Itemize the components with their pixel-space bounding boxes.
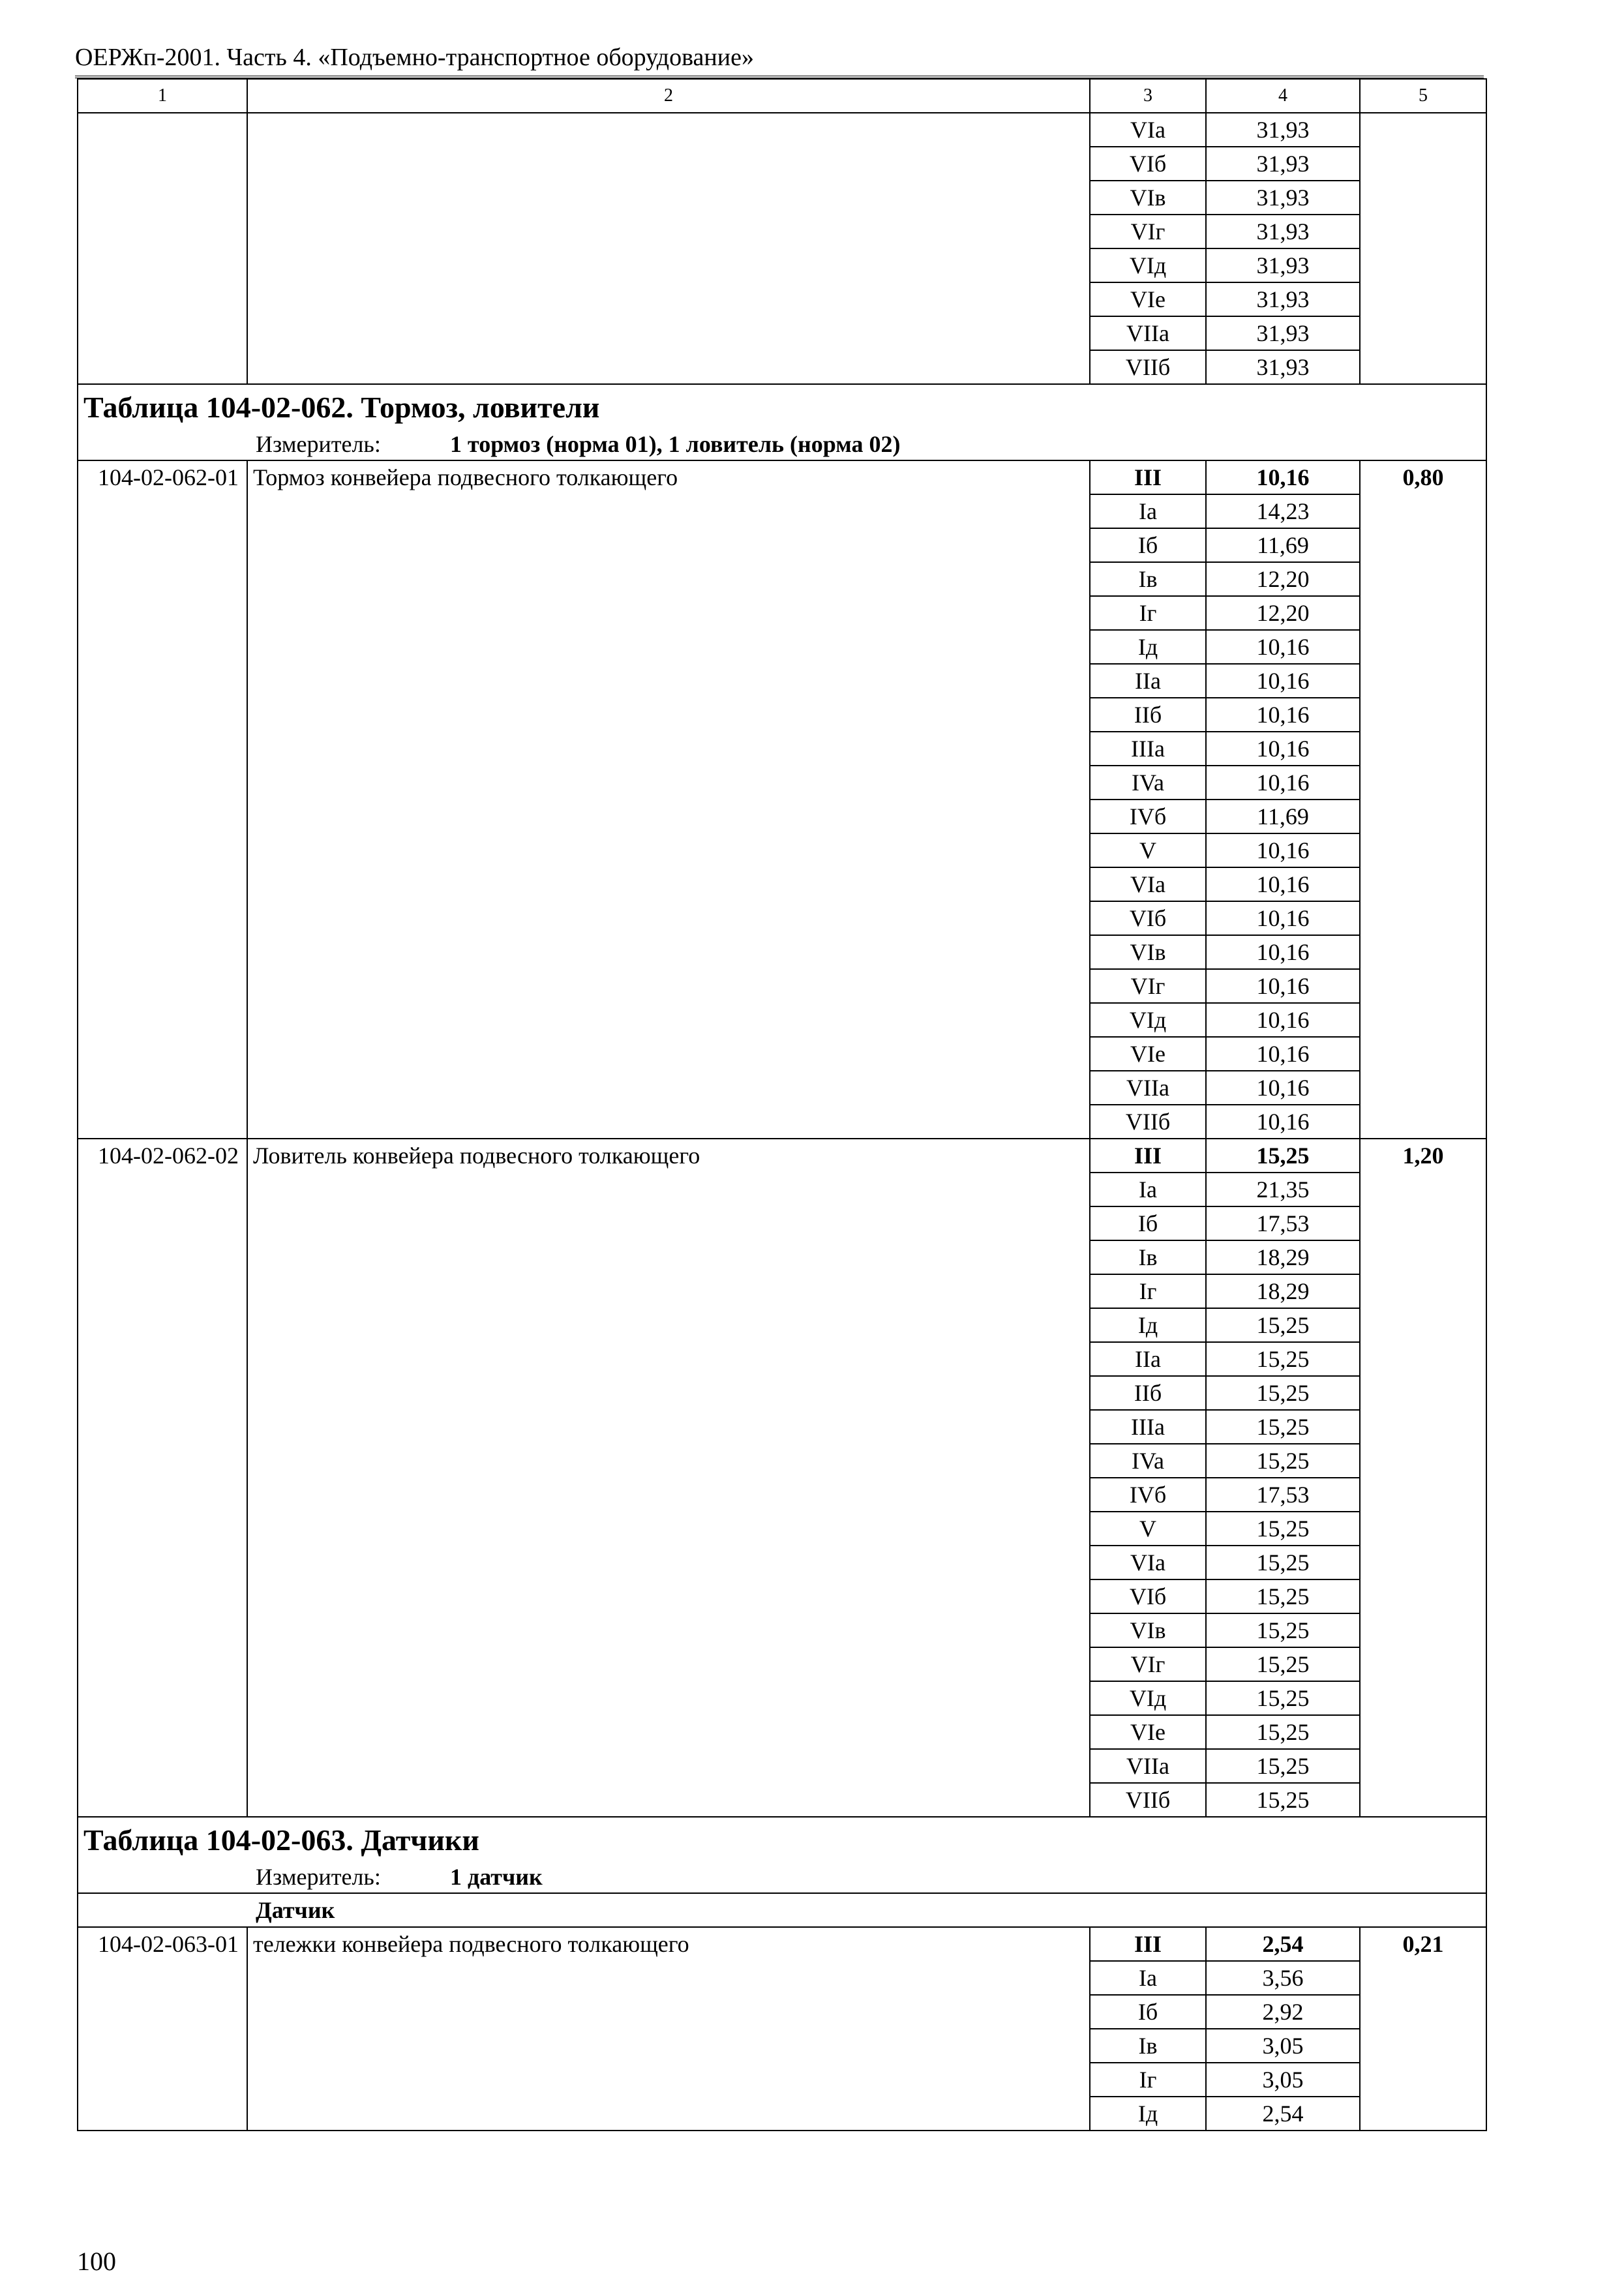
zone-cell: V xyxy=(1090,1512,1206,1546)
zone-cell: VIв xyxy=(1090,935,1206,969)
zone-cell: III xyxy=(1090,1927,1206,1961)
group-label: Датчик xyxy=(78,1893,1486,1927)
zone-cell: VIa xyxy=(1090,113,1206,147)
zone-cell: Iб xyxy=(1090,1995,1206,2029)
value-cell: 15,25 xyxy=(1206,1749,1360,1783)
zone-cell: VIе xyxy=(1090,1037,1206,1071)
zone-cell: VIIб xyxy=(1090,1783,1206,1817)
group-row xyxy=(78,1893,1486,1927)
zone-cell: VIIб xyxy=(1090,1105,1206,1139)
column-number: 5 xyxy=(1360,79,1486,113)
zone-cell: IIIa xyxy=(1090,1410,1206,1444)
value-cell: 10,16 xyxy=(1206,766,1360,800)
value-cell: 10,16 xyxy=(1206,1003,1360,1037)
zone-cell: VIд xyxy=(1090,1003,1206,1037)
value-cell: 2,54 xyxy=(1206,2097,1360,2131)
value-cell: 10,16 xyxy=(1206,1105,1360,1139)
value-cell: 10,16 xyxy=(1206,969,1360,1003)
value-cell: 3,56 xyxy=(1206,1961,1360,1995)
zone-cell: Iг xyxy=(1090,596,1206,630)
value-cell: 2,54 xyxy=(1206,1927,1360,1961)
measurement-value: 1 датчик xyxy=(450,1864,543,1890)
value-cell: 21,35 xyxy=(1206,1173,1360,1206)
item-code: 104-02-062-02 xyxy=(78,1139,247,1817)
zone-cell: VIе xyxy=(1090,1715,1206,1749)
value-cell: 12,20 xyxy=(1206,562,1360,596)
item-name: Тормоз конвейера подвесного толкающего xyxy=(247,460,1090,1139)
value-cell: 15,25 xyxy=(1206,1512,1360,1546)
table-row xyxy=(78,1927,1486,1961)
zone-cell: Iд xyxy=(1090,2097,1206,2131)
value-cell: 15,25 xyxy=(1206,1613,1360,1647)
zone-cell: VIa xyxy=(1090,1546,1206,1579)
value-cell: 17,53 xyxy=(1206,1206,1360,1240)
table-title-row xyxy=(78,1817,1486,1893)
zone-cell: VIб xyxy=(1090,1579,1206,1613)
value-cell: 31,93 xyxy=(1206,248,1360,282)
zone-cell: Iб xyxy=(1090,528,1206,562)
zone-cell: VIд xyxy=(1090,248,1206,282)
value-cell: 15,25 xyxy=(1206,1579,1360,1613)
rates-table xyxy=(77,78,1487,2131)
zone-cell: IVб xyxy=(1090,1478,1206,1512)
name-cell xyxy=(247,113,1090,384)
table-title-cell xyxy=(78,384,1486,460)
zone-cell: IVб xyxy=(1090,800,1206,833)
zone-cell: IIa xyxy=(1090,1342,1206,1376)
value-cell: 15,25 xyxy=(1206,1715,1360,1749)
value-cell: 10,16 xyxy=(1206,833,1360,867)
value-cell: 3,05 xyxy=(1206,2063,1360,2097)
zone-cell: VIIa xyxy=(1090,1071,1206,1105)
column-number: 3 xyxy=(1090,79,1206,113)
zone-cell: V xyxy=(1090,833,1206,867)
zone-cell: IIIa xyxy=(1090,732,1206,766)
value-cell: 15,25 xyxy=(1206,1546,1360,1579)
value-cell: 31,93 xyxy=(1206,181,1360,215)
running-header: ОЕРЖп-2001. Часть 4. «Подъемно-транспортное оборудование» xyxy=(75,40,1484,78)
value-cell: 11,69 xyxy=(1206,528,1360,562)
value-cell: 10,16 xyxy=(1206,935,1360,969)
col5-cell: 0,21 xyxy=(1360,1927,1486,2131)
value-cell: 15,25 xyxy=(1206,1681,1360,1715)
value-cell: 15,25 xyxy=(1206,1783,1360,1817)
item-name: Ловитель конвейера подвесного толкающего xyxy=(247,1139,1090,1817)
item-code: 104-02-063-01 xyxy=(78,1927,247,2131)
zone-cell: Iг xyxy=(1090,2063,1206,2097)
col5-cell: 0,80 xyxy=(1360,460,1486,1139)
zone-cell: VIб xyxy=(1090,901,1206,935)
zone-cell: Ia xyxy=(1090,1961,1206,1995)
zone-cell: Ia xyxy=(1090,494,1206,528)
value-cell: 10,16 xyxy=(1206,698,1360,732)
value-cell: 15,25 xyxy=(1206,1139,1360,1173)
table-row xyxy=(78,460,1486,494)
column-number: 2 xyxy=(247,79,1090,113)
value-cell: 10,16 xyxy=(1206,732,1360,766)
value-cell: 18,29 xyxy=(1206,1240,1360,1274)
value-cell: 10,16 xyxy=(1206,1071,1360,1105)
value-cell: 12,20 xyxy=(1206,596,1360,630)
zone-cell: III xyxy=(1090,1139,1206,1173)
value-cell: 31,93 xyxy=(1206,147,1360,181)
zone-cell: Iв xyxy=(1090,2029,1206,2063)
zone-cell: Ia xyxy=(1090,1173,1206,1206)
value-cell: 10,16 xyxy=(1206,867,1360,901)
zone-cell: VIг xyxy=(1090,215,1206,248)
value-cell: 31,93 xyxy=(1206,113,1360,147)
zone-cell: VIб xyxy=(1090,147,1206,181)
zone-cell: VIIa xyxy=(1090,1749,1206,1783)
measurement-label: Измеритель: xyxy=(256,431,381,457)
zone-cell: VIв xyxy=(1090,1613,1206,1647)
table-title-cell xyxy=(78,1817,1486,1893)
value-cell: 31,93 xyxy=(1206,316,1360,350)
value-cell: 14,23 xyxy=(1206,494,1360,528)
zone-cell: Iд xyxy=(1090,1308,1206,1342)
zone-cell: VIг xyxy=(1090,969,1206,1003)
zone-cell: III xyxy=(1090,460,1206,494)
value-cell: 10,16 xyxy=(1206,901,1360,935)
zone-cell: VIе xyxy=(1090,282,1206,316)
zone-cell: IIб xyxy=(1090,698,1206,732)
zone-cell: Iд xyxy=(1090,630,1206,664)
column-number: 4 xyxy=(1206,79,1360,113)
value-cell: 15,25 xyxy=(1206,1647,1360,1681)
zone-cell: IVa xyxy=(1090,1444,1206,1478)
item-code: 104-02-062-01 xyxy=(78,460,247,1139)
value-cell: 31,93 xyxy=(1206,215,1360,248)
table-row xyxy=(78,113,1486,147)
item-name: тележки конвейера подвесного толкающего xyxy=(247,1927,1090,2131)
value-cell: 15,25 xyxy=(1206,1444,1360,1478)
zone-cell: IIб xyxy=(1090,1376,1206,1410)
zone-cell: VIв xyxy=(1090,181,1206,215)
code-cell xyxy=(78,113,247,384)
table-title: Таблица 104-02-062. Тормоз, ловители xyxy=(83,391,600,424)
zone-cell: Iб xyxy=(1090,1206,1206,1240)
value-cell: 3,05 xyxy=(1206,2029,1360,2063)
col5-cell xyxy=(1360,113,1486,384)
zone-cell: VIд xyxy=(1090,1681,1206,1715)
page-number: 100 xyxy=(77,2247,116,2276)
zone-cell: Iв xyxy=(1090,562,1206,596)
measurement-label: Измеритель: xyxy=(256,1864,381,1890)
zone-cell: IIa xyxy=(1090,664,1206,698)
zone-cell: VIг xyxy=(1090,1647,1206,1681)
table-title-row xyxy=(78,384,1486,460)
value-cell: 15,25 xyxy=(1206,1342,1360,1376)
zone-cell: VIIб xyxy=(1090,350,1206,384)
zone-cell: Iв xyxy=(1090,1240,1206,1274)
value-cell: 10,16 xyxy=(1206,1037,1360,1071)
value-cell: 31,93 xyxy=(1206,282,1360,316)
column-numbers-row xyxy=(78,79,1486,113)
value-cell: 11,69 xyxy=(1206,800,1360,833)
value-cell: 18,29 xyxy=(1206,1274,1360,1308)
zone-cell: Iг xyxy=(1090,1274,1206,1308)
measurement-value: 1 тормоз (норма 01), 1 ловитель (норма 02) xyxy=(450,431,901,457)
value-cell: 31,93 xyxy=(1206,350,1360,384)
value-cell: 15,25 xyxy=(1206,1410,1360,1444)
measurement-line xyxy=(78,1861,1486,1891)
zone-cell: VIa xyxy=(1090,867,1206,901)
value-cell: 17,53 xyxy=(1206,1478,1360,1512)
value-cell: 10,16 xyxy=(1206,630,1360,664)
value-cell: 10,16 xyxy=(1206,664,1360,698)
value-cell: 10,16 xyxy=(1206,460,1360,494)
value-cell: 15,25 xyxy=(1206,1308,1360,1342)
value-cell: 2,92 xyxy=(1206,1995,1360,2029)
zone-cell: IVa xyxy=(1090,766,1206,800)
column-number: 1 xyxy=(78,79,247,113)
zone-cell: VIIa xyxy=(1090,316,1206,350)
measurement-line xyxy=(78,428,1486,458)
col5-cell: 1,20 xyxy=(1360,1139,1486,1817)
table-row xyxy=(78,1139,1486,1173)
value-cell: 15,25 xyxy=(1206,1376,1360,1410)
table-title: Таблица 104-02-063. Датчики xyxy=(83,1823,479,1857)
